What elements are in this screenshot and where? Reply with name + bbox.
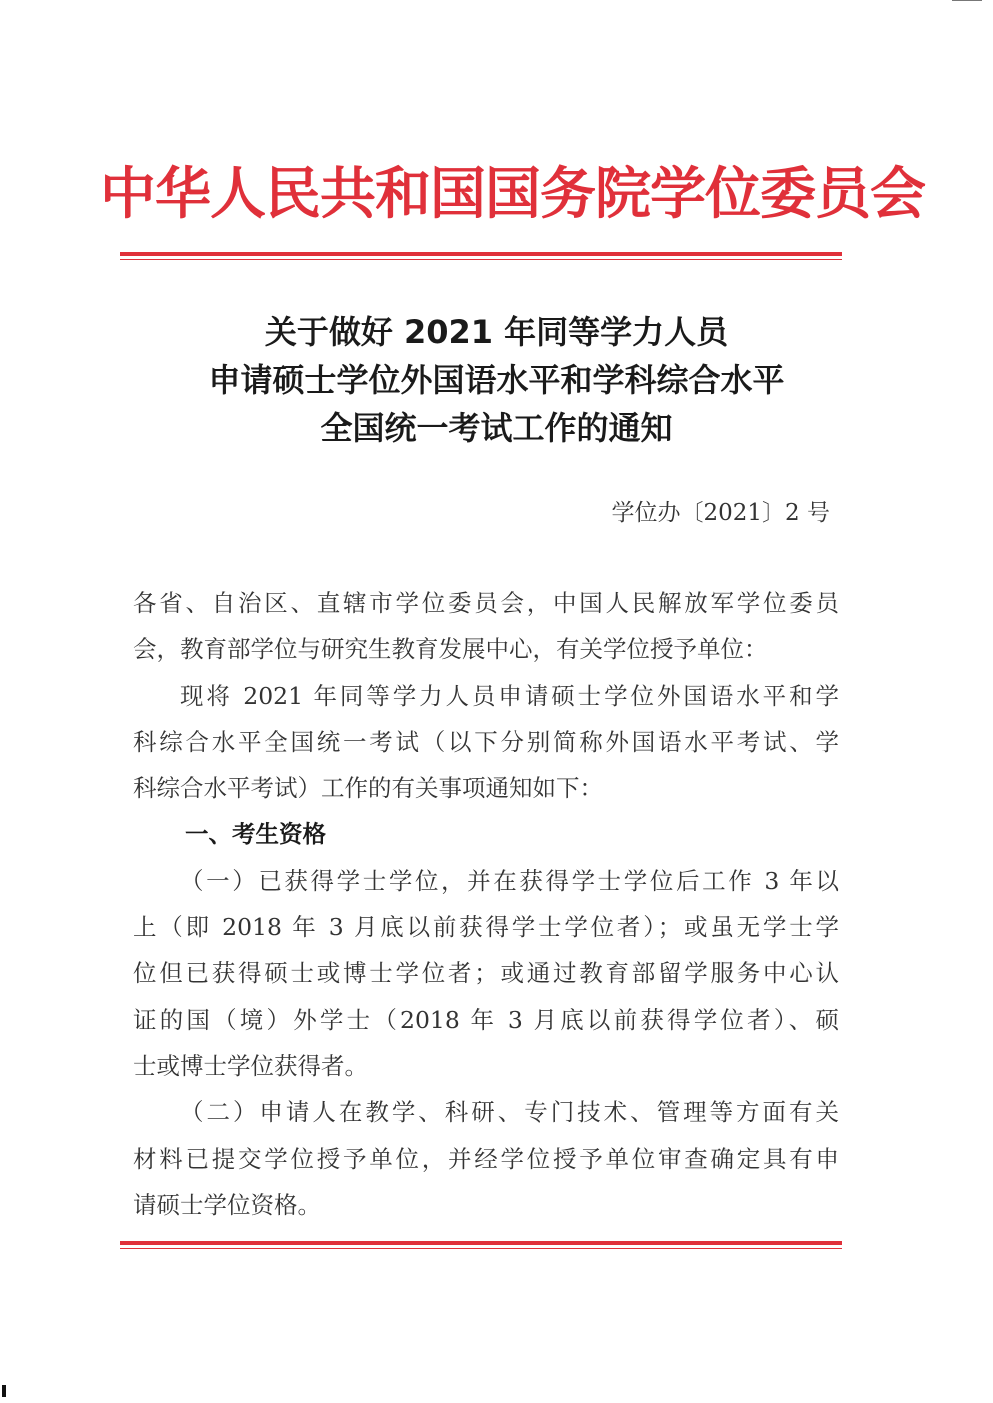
- issuer-masthead: 中华人民共和国国务院学位委员会: [100, 162, 925, 227]
- item2-line-1: （二）申请人在教学、科研、专门技术、管理等方面有关: [180, 1098, 839, 1127]
- intro-line-3: 科综合水平考试）工作的有关事项通知如下：: [133, 774, 603, 803]
- item1-line-5: 士或博士学位获得者。: [133, 1051, 368, 1080]
- document-body: [133, 580, 839, 1228]
- document-number: 学位办〔2021〕2 号: [611, 500, 830, 526]
- intro-line-1: 现将 2021 年同等学力人员申请硕士学位外国语水平和学: [180, 681, 839, 710]
- section-heading-1: 一、考生资格: [185, 820, 326, 849]
- addressee-line-1: 各省、自治区、直辖市学位委员会，中国人民解放军学位委员: [133, 589, 839, 617]
- scan-edge-mark: [2, 1385, 6, 1397]
- scan-edge-mark: [952, 0, 982, 1]
- masthead-red-rule: [120, 252, 842, 260]
- item1-line-1: （一）已获得学士学位，并在获得学士学位后工作 3 年以: [180, 866, 839, 895]
- item2-line-2: 材料已提交学位授予单位，并经学位授予单位审查确定具有申: [133, 1144, 839, 1173]
- item1-line-2: 上（即 2018 年 3 月底以前获得学士学位者）；或虽无学士学: [133, 913, 839, 942]
- document-title: [100, 308, 893, 452]
- title-line-1: 关于做好 2021 年同等学力人员: [264, 313, 729, 351]
- addressee-line-2: 会，教育部学位与研究生教育发展中心，有关学位授予单位：: [133, 635, 768, 664]
- title-line-2: 申请硕士学位外国语水平和学科综合水平: [208, 361, 785, 399]
- footer-red-rule: [120, 1241, 842, 1249]
- title-line-3: 全国统一考试工作的通知: [320, 409, 673, 447]
- item1-line-3: 位但已获得硕士或博士学位者；或通过教育部留学服务中心认: [133, 959, 839, 988]
- intro-line-2: 科综合水平全国统一考试（以下分别简称外国语水平考试、学: [133, 727, 839, 756]
- item2-line-3: 请硕士学位资格。: [133, 1190, 321, 1219]
- item1-line-4: 证的国（境）外学士（2018 年 3 月底以前获得学位者）、硕: [133, 1005, 839, 1034]
